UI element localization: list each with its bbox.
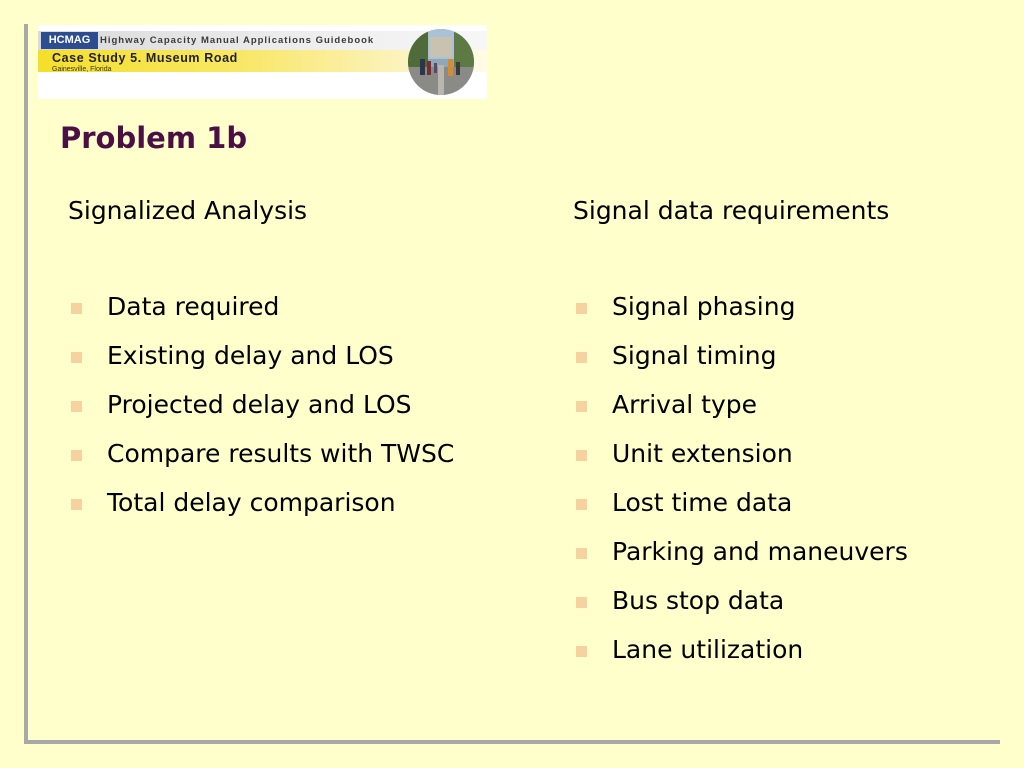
square-bullet-icon (576, 499, 587, 510)
street-photo-image (408, 29, 474, 95)
banner-title: Highway Capacity Manual Applications Guidebook (100, 35, 375, 46)
list-item-text: Lost time data (612, 488, 793, 517)
list-item-text: Arrival type (612, 390, 758, 419)
square-bullet-icon (71, 450, 82, 461)
right-column (573, 193, 908, 664)
banner-case-study: Case Study 5. Museum Road (52, 51, 238, 65)
list-item-text: Signal timing (612, 341, 777, 370)
list-item-text: Total delay comparison (107, 488, 396, 517)
square-bullet-icon (576, 401, 587, 412)
square-bullet-icon (576, 450, 587, 461)
list-item-text: Lane utilization (612, 635, 804, 664)
square-bullet-icon (71, 499, 82, 510)
slide-frame-bottom (24, 740, 1000, 744)
list-item-text: Unit extension (612, 439, 793, 468)
list-item-text: Existing delay and LOS (107, 341, 394, 370)
right-column-heading: Signal data requirements (573, 196, 890, 225)
left-column-heading: Signalized Analysis (68, 196, 308, 225)
banner-location: Gainesville, Florida (52, 66, 112, 73)
list-item-text: Bus stop data (612, 586, 785, 615)
list-item-text: Data required (107, 292, 280, 321)
square-bullet-icon (71, 352, 82, 363)
slide-title: Problem 1b (60, 121, 248, 155)
left-column (68, 193, 455, 517)
square-bullet-icon (576, 352, 587, 363)
square-bullet-icon (576, 548, 587, 559)
square-bullet-icon (576, 646, 587, 657)
list-item-text: Compare results with TWSC (107, 439, 455, 468)
header-banner (38, 25, 487, 99)
list-item-text: Signal phasing (612, 292, 796, 321)
slide-frame-left (24, 24, 28, 744)
list-item-text: Parking and maneuvers (612, 537, 908, 566)
list-item-text: Projected delay and LOS (107, 390, 412, 419)
square-bullet-icon (576, 597, 587, 608)
square-bullet-icon (576, 303, 587, 314)
square-bullet-icon (71, 303, 82, 314)
banner-logo-tag: HCMAG (41, 32, 98, 49)
square-bullet-icon (71, 401, 82, 412)
